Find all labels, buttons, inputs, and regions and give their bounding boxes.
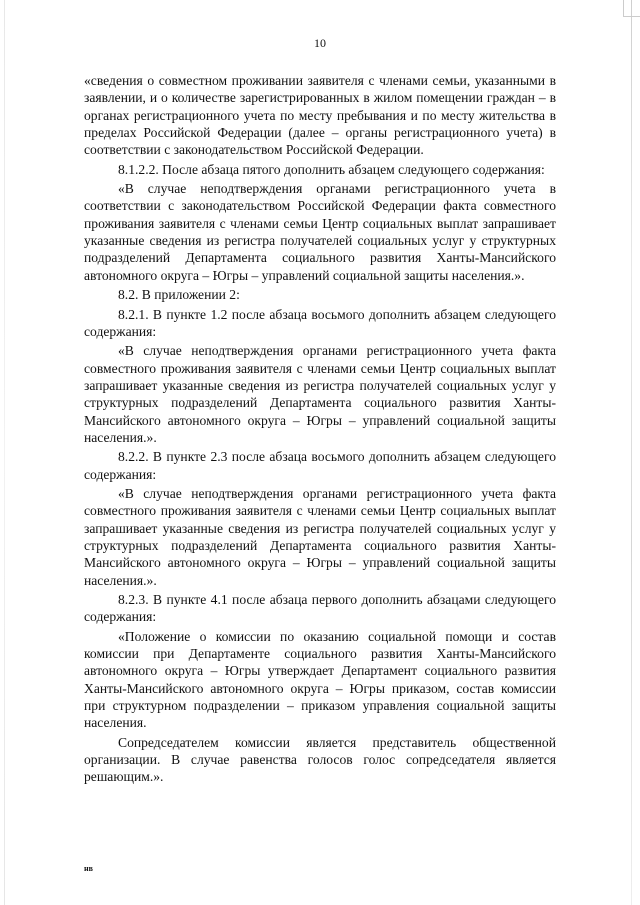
scan-edge-right	[631, 0, 632, 905]
paragraph-quoted-8-2-1: «В случае неподтверждения органами регистрационного учета факта совместного проживания заявителя с членами семьи Центр социальных выплат запрашивает указанные сведения из регистра получателей социальных услуг у структурных подразделений Департамента социального развития Ханты-Мансийского автономного округа – Югры – управлений социальной защиты населения.».	[84, 343, 556, 445]
scan-corner-mark	[623, 0, 640, 17]
paragraph-8-2-1: 8.2.1. В пункте 1.2 после абзаца восьмого дополнить абзацем следующего содержания:	[84, 306, 556, 339]
paragraph-quoted-cochair: Сопредседателем комиссии является представитель общественной организации. В случае равенства голосов голос сопредседателя является решающим.».	[84, 734, 556, 785]
paragraph-quoted-info: «сведения о совместном проживании заявителя с членами семьи, указанными в заявлении, и о количестве зарегистрированных в жилом помещении граждан – в органах регистрационного учета по месту пребывания и по месту жительства в пределах Российской Федерации (далее – органы регистрационного учета) в соответствии с законодательством Российской Федерации.	[84, 73, 556, 158]
paragraph-8-2-3: 8.2.3. В пункте 4.1 после абзаца первого дополнить абзацами следующего содержания:	[84, 592, 556, 625]
footer-mark: нв	[84, 864, 93, 873]
scan-edge-left	[4, 0, 5, 905]
paragraph-8-2-2: 8.2.2. В пункте 2.3 после абзаца восьмого дополнить абзацем следующего содержания:	[84, 449, 556, 482]
paragraph-8-1-2-2: 8.1.2.2. После абзаца пятого дополнить абзацем следующего содержания:	[118, 161, 545, 177]
paragraph-quoted-commission: «Положение о комиссии по оказанию социальной помощи и состав комиссии при Департаменте социального развития Ханты-Мансийского автономного округа – Югры утверждает Департамент социального развития Ханты-Мансийского автономного округа – Югры приказом, состав комиссии при структурном подразделении – приказом управления социальной защиты населения.	[84, 628, 556, 731]
paragraph-8-2: 8.2. В приложении 2:	[118, 287, 240, 303]
page-number: 10	[314, 36, 326, 50]
paragraph-quoted-8-1-2-2: «В случае неподтверждения органами регистрационного учета в соответствии с законодательством Российской Федерации факта совместного проживания заявителя с членами семьи Центр социальных выплат запрашивает указанные сведения из регистра получателей социальных услуг у структурных подразделений Департамента социального развития Ханты-Мансийского автономного округа – Югры – управлений социальной защиты населения.».	[84, 181, 556, 283]
document-body	[84, 72, 556, 788]
paragraph-quoted-8-2-2: «В случае неподтверждения органами регистрационного учета факта совместного проживания заявителя с членами семьи Центр социальных выплат запрашивает указанные сведения из регистра получателей социальных услуг у структурных подразделений Департамента социального развития Ханты-Мансийского автономного округа – Югры – управлений социальной защиты населения.».	[84, 486, 556, 588]
